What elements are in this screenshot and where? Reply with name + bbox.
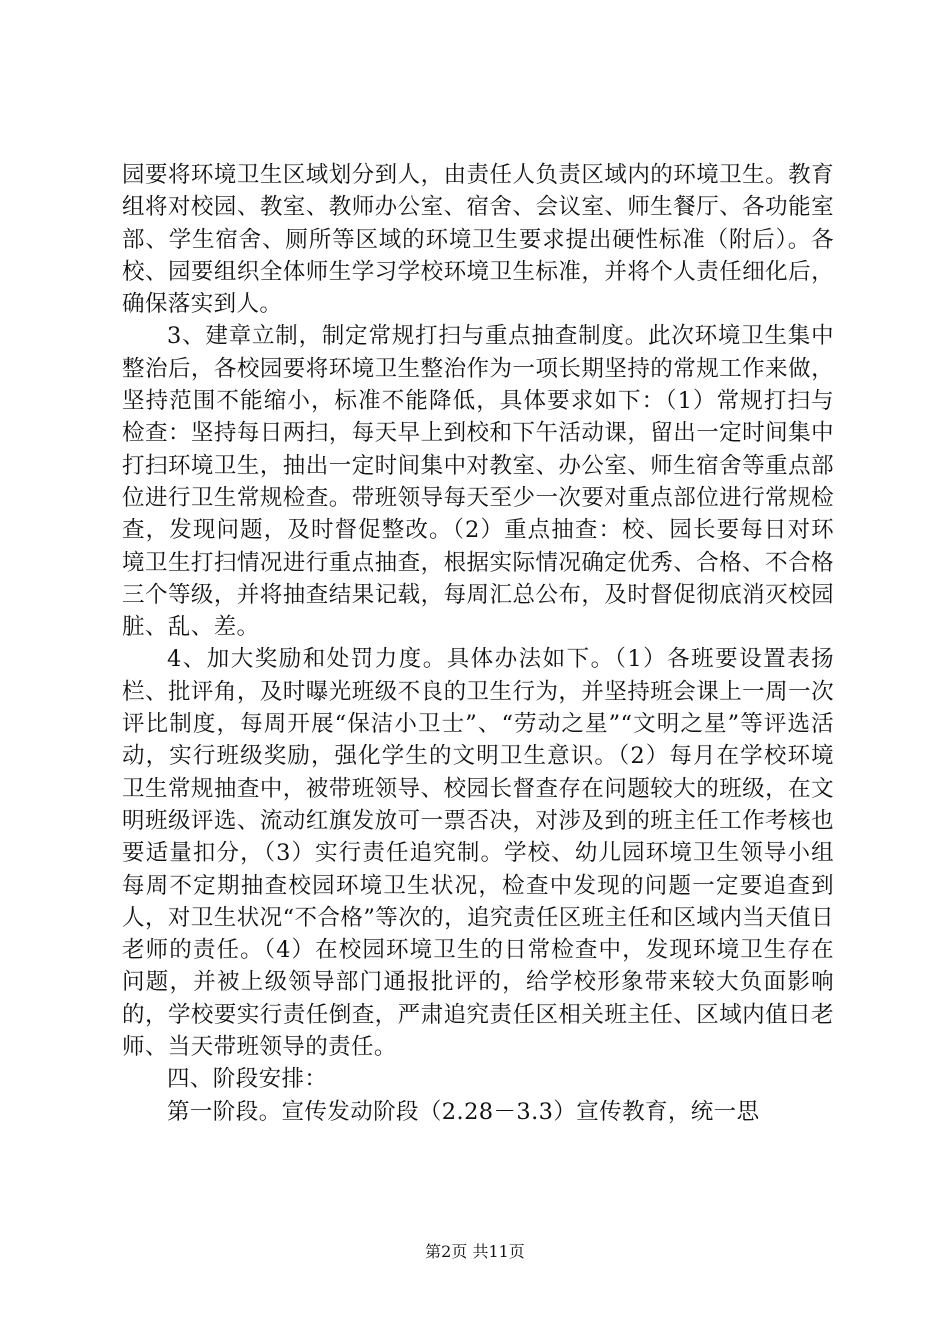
page-footer-page-number: 第2页 共11页	[425, 1242, 525, 1261]
section-heading-stage-arrangement: 四、阶段安排：	[167, 1066, 328, 1093]
document-body	[122, 159, 834, 1128]
paragraph-stage-1: 第一阶段。宣传发动阶段（2.28－3.3）宣传教育，统一思	[167, 1098, 760, 1125]
paragraph-item-3: 3、建章立制，制定常规打扫与重点抽查制度。此次环境卫生集中整治后，各校园要将环境卫生整治作为一项长期坚持的常规工作来做，坚持范围不能缩小，标准不能降低，具体要求如下：（1）常规打扫与检查：坚持每日两扫，每天早上到校和下午活动课，留出一定时间集中打扫环境卫生，抽出一定时间集中对教室、办公室、师生宿舍等重点部位进行卫生常规检查。带班领导每天至少一次要对重点部位进行常规检查，发现问题，及时督促整改。（2）重点抽查：校、园长要每日对环境卫生打扫情况进行重点抽查，根据实际情况确定优秀、合格、不合格三个等级，并将抽查结果记载，每周汇总公布，及时督促彻底消灭校园脏、乱、差。	[122, 323, 834, 641]
paragraph-continuation: 园要将环境卫生区域划分到人，由责任人负责区域内的环境卫生。教育组将对校园、教室、教师办公室、宿舍、会议室、师生餐厅、各功能室部、学生宿舍、厕所等区域的环境卫生要求提出硬性标准（附后）。各校、园要组织全体师生学习学校环境卫生标准，并将个人责任细化后，确保落实到人。	[122, 162, 834, 318]
paragraph-item-4: 4、加大奖励和处罚力度。具体办法如下。（1）各班要设置表扬栏、批评角，及时曝光班级不良的卫生行为，并坚持班会课上一周一次评比制度，每周开展“保洁小卫士”、“劳动之星”“文明之星”等评选活动，实行班级奖励，强化学生的文明卫生意识。（2）每月在学校环境卫生常规抽查中，被带班领导、校园长督查存在问题较大的班级，在文明班级评选、流动红旗发放可一票否决，对涉及到的班主任工作考核也要适量扣分，（3）实行责任追究制。学校、幼儿园环境卫生领导小组每周不定期抽查校园环境卫生状况，检查中发现的问题一定要追查到人，对卫生状况“不合格”等次的，追究责任区班主任和区域内当天值日老师的责任。（4）在校园环境卫生的日常检查中，发现环境卫生存在问题，并被上级领导部门通报批评的，给学校形象带来较大负面影响的，学校要实行责任倒查，严肃追究责任区相关班主任、区域内值日老师、当天带班领导的责任。	[122, 646, 834, 1061]
